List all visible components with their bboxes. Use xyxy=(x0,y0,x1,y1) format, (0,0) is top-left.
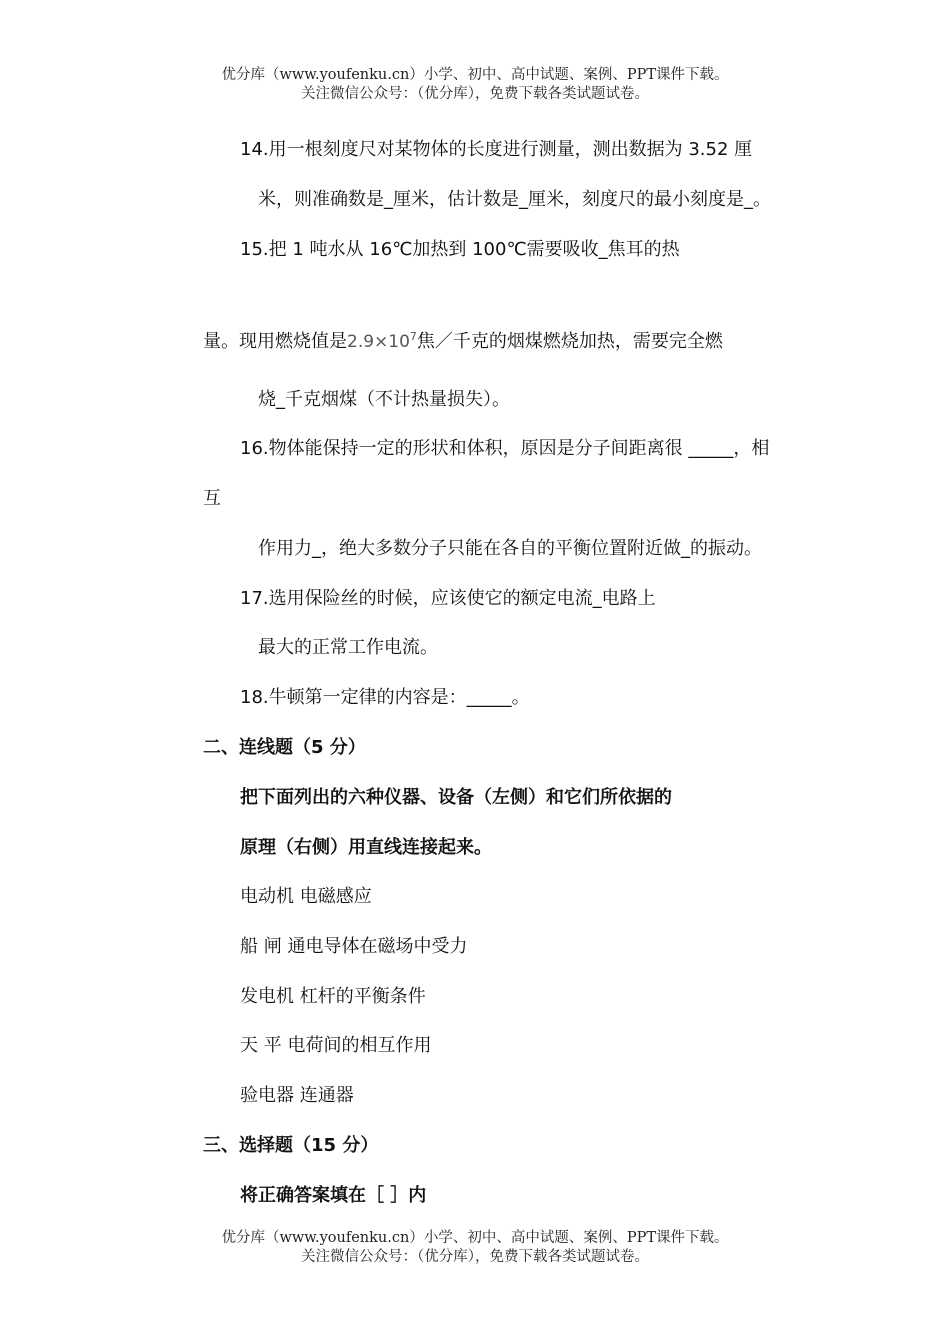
section-3-instruction: 将正确答案填在［ ］内 xyxy=(240,1185,427,1206)
question-17-line-1: 17.选用保险丝的时候，应该使它的额定电流_电路上 xyxy=(240,588,656,609)
matching-pair-2: 船 闸 通电导体在磁场中受力 xyxy=(240,936,468,957)
question-15-text-pre: 量。现用燃烧值是 xyxy=(203,331,347,352)
formula-base: 2.9×10 xyxy=(347,332,410,352)
question-15-line-2 xyxy=(203,325,723,354)
calorific-value-formula xyxy=(347,332,417,352)
footer-line-2: 关注微信公众号：（优分库），免费下载各类试题试卷。 xyxy=(301,1249,649,1265)
question-17-line-2: 最大的正常工作电流。 xyxy=(258,637,438,658)
question-15-text-post: 焦／千克的烟煤燃烧加热，需要完全燃 xyxy=(416,331,723,352)
question-14-line-1: 14.用一根刻度尺对某物体的长度进行测量，测出数据为 3.52 厘 xyxy=(240,139,753,160)
footer-line-1: 优分库（www.youfenku.cn）小学、初中、高中试题、案例、PPT课件下载。 xyxy=(221,1230,729,1246)
section-2-title: 二、连线题（5 分） xyxy=(203,737,366,758)
section-2-instruction-line-1: 把下面列出的六种仪器、设备（左侧）和它们所依据的 xyxy=(240,787,672,808)
page-header xyxy=(0,66,950,104)
matching-pair-1: 电动机 电磁感应 xyxy=(240,886,372,907)
header-line-1: 优分库（www.youfenku.cn）小学、初中、高中试题、案例、PPT课件下载。 xyxy=(221,67,729,83)
question-16-line-2: 互 xyxy=(203,488,221,509)
header-line-2: 关注微信公众号：（优分库），免费下载各类试题试卷。 xyxy=(301,86,649,102)
question-14-line-2: 米，则准确数是_厘米，估计数是_厘米，刻度尺的最小刻度是_。 xyxy=(258,189,771,210)
question-18: 18.牛顿第一定律的内容是：_____。 xyxy=(240,687,530,708)
question-15-line-1: 15.把 1 吨水从 16℃加热到 100℃需要吸收_焦耳的热 xyxy=(240,239,680,260)
section-2-instruction-line-2: 原理（右侧）用直线连接起来。 xyxy=(240,837,492,858)
question-16-line-3: 作用力_，绝大多数分子只能在各自的平衡位置附近做_的振动。 xyxy=(258,538,762,559)
section-3-title: 三、选择题（15 分） xyxy=(203,1135,379,1156)
formula-exponent: 7 xyxy=(409,330,417,343)
matching-pair-3: 发电机 杠杆的平衡条件 xyxy=(240,986,426,1007)
question-16-line-1: 16.物体能保持一定的形状和体积，原因是分子间距离很 _____，相 xyxy=(240,438,770,459)
page-footer xyxy=(0,1229,950,1267)
matching-pair-4: 天 平 电荷间的相互作用 xyxy=(240,1035,432,1056)
question-15-line-3: 烧_千克烟煤（不计热量损失）。 xyxy=(258,389,510,410)
matching-pair-5: 验电器 连通器 xyxy=(240,1085,354,1106)
